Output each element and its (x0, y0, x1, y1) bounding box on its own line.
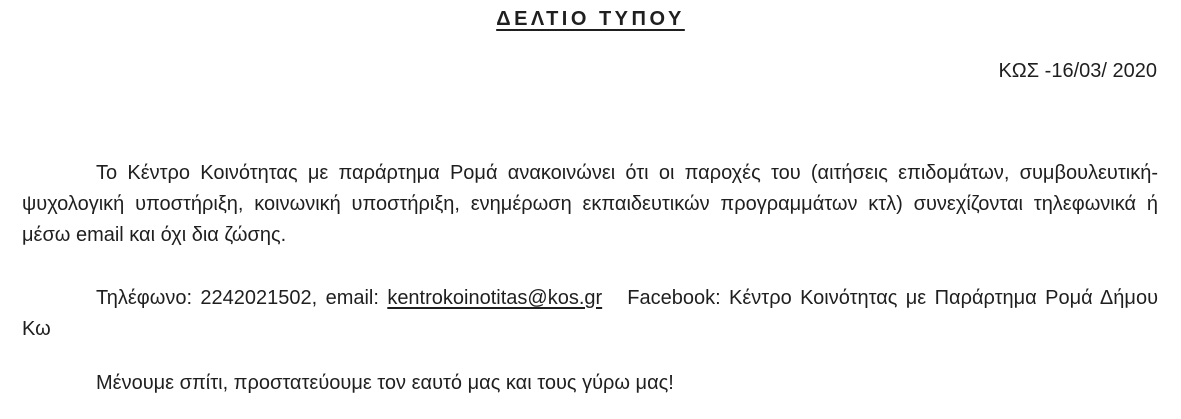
document-title: ΔΕΛΤΙΟ ΤΥΠΟΥ (496, 8, 685, 30)
phone-text: Τηλέφωνο: 2242021502, email: (96, 287, 379, 309)
facebook-text: Facebook: Κέντρο Κοινότητας με Παράρτημα Ρομά Δήμου Κω (22, 287, 1159, 340)
document-date: ΚΩΣ -16/03/ 2020 (998, 60, 1157, 82)
closing-paragraph: Μένουμε σπίτι, προστατεύουμε τον εαυτό μας και τους γύρω μας! (96, 372, 674, 394)
announcement-paragraph: Το Κέντρο Κοινότητας με παράρτημα Ρομά ανακοινώνει ότι οι παροχές του (αιτήσεις επιδομάτων, συμβουλευτική-ψυχολογική υποστήριξη, κοινωνική υποστήριξη, ενημέρωση εκπαιδευτικών προγραμμάτων κτλ) συνεχίζονται τηλεφωνικά ή μέσω email και όχι δια ζώσης. (22, 162, 1158, 246)
email-link[interactable]: kentrokoinotitas@kos.gr (387, 287, 603, 309)
contact-paragraph (22, 283, 1158, 345)
